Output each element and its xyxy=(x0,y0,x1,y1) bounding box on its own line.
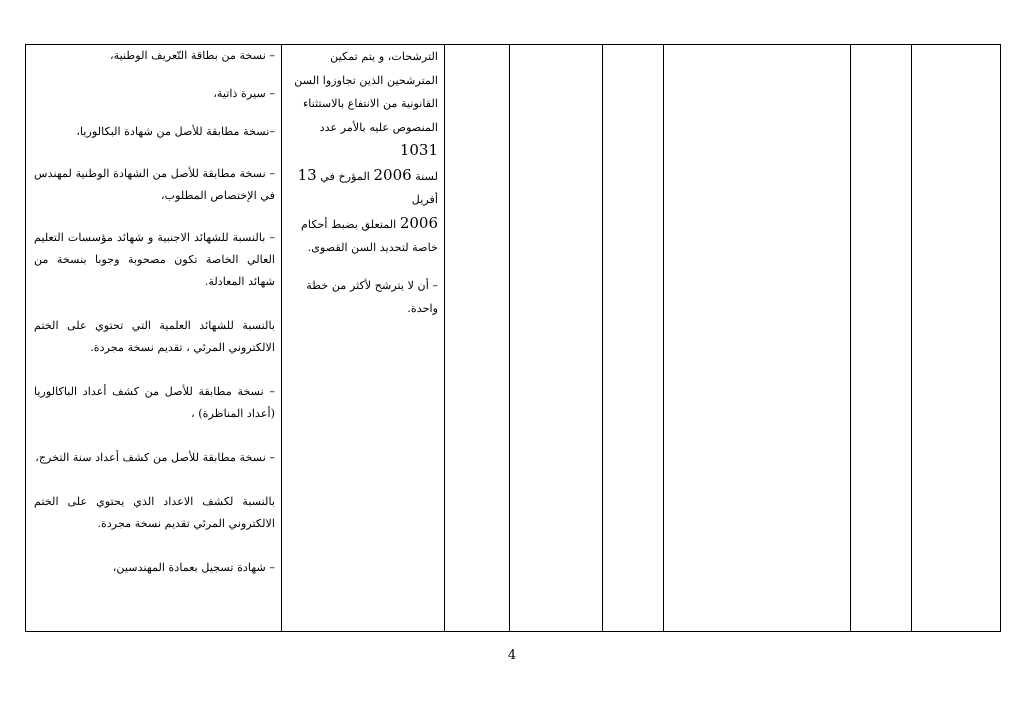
doc-item: – سيرة ذاتية، xyxy=(213,87,275,100)
condition-line: الترشحات، و يتم تمكين xyxy=(330,50,438,63)
empty-cell xyxy=(912,45,1001,632)
doc-item: – شهادة تسجيل بعمادة المهندسين، xyxy=(112,561,275,574)
condition-text: المنصوص عليه بالأمر عدد xyxy=(319,120,438,134)
doc-item: – بالنسبة للشهائد الاجنبية و شهائد مؤسسات التعليم العالي الخاصة تكون مصحوبة وجوبا بنسخة من شهائد المعادلة. xyxy=(34,231,275,288)
doc-item: – نسخة من بطاقة التّعريف الوطنية، xyxy=(110,49,275,62)
table-row xyxy=(26,45,1001,632)
decree-year: 2006 xyxy=(399,213,438,232)
doc-item: – نسخة مطابقة للأصل من كشف أعداد الباكالوريا (أعداد المناظرة) ، xyxy=(34,385,275,420)
decree-year: 2006 xyxy=(373,165,412,184)
doc-item: بالنسبة للشهائد العلمية التي تحتوي على الختم الالكتروني المرئي ، تقديم نسخة مجردة. xyxy=(34,319,275,354)
doc-item: –نسخة مطابقة للأصل من شهادة البكالوريا، xyxy=(76,125,275,138)
condition-line: خاصة لتحديد السن القصوى. xyxy=(307,241,438,254)
page-number: 4 xyxy=(507,648,517,663)
condition-text: المؤرخ في xyxy=(320,169,370,183)
required-documents-cell xyxy=(26,45,282,632)
empty-cell xyxy=(851,45,912,632)
empty-cell xyxy=(510,45,603,632)
condition-item: – أن لا يترشح لأكثر من خطة واحدة. xyxy=(306,278,438,315)
empty-cell xyxy=(445,45,510,632)
condition-text: لسنة xyxy=(415,169,438,183)
conditions-cell xyxy=(282,45,445,632)
empty-cell xyxy=(664,45,851,632)
doc-item: – نسخة مطابقة للأصل من الشهادة الوطنية لمهندس في الإختصاص المطلوب، xyxy=(34,167,275,202)
requirements-table xyxy=(25,44,1001,632)
doc-item: – نسخة مطابقة للأصل من كشف أعداد سنة التخرج، xyxy=(35,451,275,464)
decree-day: 13 xyxy=(297,165,317,184)
decree-number: 1031 xyxy=(399,141,438,159)
condition-text: المتعلق بضبط أحكام xyxy=(300,217,397,231)
condition-line: المترشحين الذين تجاوزوا السن xyxy=(294,73,438,87)
empty-cell xyxy=(603,45,664,632)
condition-text: أفريل xyxy=(411,193,438,206)
doc-item: بالنسبة لكشف الاعداد الذي يحتوي على الختم الالكتروني المرئي تقديم نسخة مجردة. xyxy=(34,495,275,530)
condition-line xyxy=(288,212,438,237)
condition-line xyxy=(288,164,438,212)
condition-line xyxy=(288,116,438,164)
condition-line: القانونية من الانتفاع بالاستثناء xyxy=(303,97,438,110)
